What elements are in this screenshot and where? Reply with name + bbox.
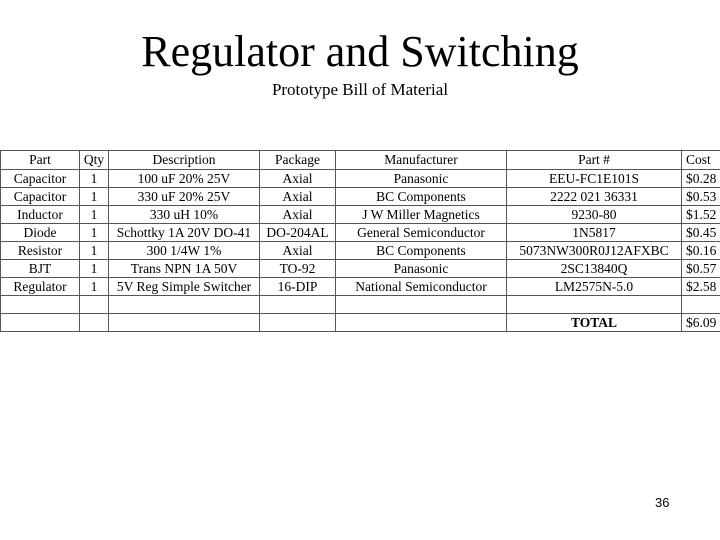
cell-part: Diode <box>1 224 80 242</box>
cell-description: 5V Reg Simple Switcher <box>109 278 260 296</box>
cell-package: TO-92 <box>260 260 336 278</box>
empty-cell <box>260 314 336 332</box>
cell-manufacturer: National Semiconductor <box>336 278 507 296</box>
cell-package: DO-204AL <box>260 224 336 242</box>
table-row <box>1 242 720 260</box>
cell-qty: 1 <box>80 278 109 296</box>
empty-cell <box>682 296 720 314</box>
header-qty: Qty <box>80 151 109 170</box>
cell-manufacturer: BC Components <box>336 188 507 206</box>
cell-part-number: 9230-80 <box>507 206 682 224</box>
cell-part-number: 1N5817 <box>507 224 682 242</box>
cell-part: Capacitor <box>1 188 80 206</box>
total-label: TOTAL <box>507 314 682 332</box>
cell-manufacturer: BC Components <box>336 242 507 260</box>
cell-qty: 1 <box>80 260 109 278</box>
header-manufacturer: Manufacturer <box>336 151 507 170</box>
cell-qty: 1 <box>80 242 109 260</box>
table-row <box>1 206 720 224</box>
table-row <box>1 260 720 278</box>
empty-cell <box>1 296 80 314</box>
cell-cost: $0.16 <box>682 242 720 260</box>
cell-description: 330 uF 20% 25V <box>109 188 260 206</box>
table-row <box>1 170 720 188</box>
table-row <box>1 278 720 296</box>
cell-part: Capacitor <box>1 170 80 188</box>
table-row-empty <box>1 296 720 314</box>
table-row <box>1 224 720 242</box>
empty-cell <box>336 314 507 332</box>
cell-manufacturer: Panasonic <box>336 170 507 188</box>
cell-qty: 1 <box>80 188 109 206</box>
cell-qty: 1 <box>80 224 109 242</box>
cell-cost: $0.28 <box>682 170 720 188</box>
empty-cell <box>80 296 109 314</box>
cell-package: 16-DIP <box>260 278 336 296</box>
cell-manufacturer: General Semiconductor <box>336 224 507 242</box>
cell-package: Axial <box>260 206 336 224</box>
empty-cell <box>260 296 336 314</box>
cell-package: Axial <box>260 188 336 206</box>
cell-part-number: 2SC13840Q <box>507 260 682 278</box>
total-cost: $6.09 <box>682 314 720 332</box>
empty-cell <box>507 296 682 314</box>
cell-part-number: 5073NW300R0J12AFXBC <box>507 242 682 260</box>
header-cost: Cost <box>682 151 720 170</box>
cell-manufacturer: J W Miller Magnetics <box>336 206 507 224</box>
header-part-number: Part # <box>507 151 682 170</box>
cell-part-number: LM2575N-5.0 <box>507 278 682 296</box>
empty-cell <box>109 314 260 332</box>
header-part: Part <box>1 151 80 170</box>
cell-cost: $0.53 <box>682 188 720 206</box>
cell-part: Inductor <box>1 206 80 224</box>
cell-cost: $0.45 <box>682 224 720 242</box>
bill-of-material-table <box>0 150 720 332</box>
table-header-row <box>1 151 720 170</box>
cell-cost: $2.58 <box>682 278 720 296</box>
cell-part-number: 2222 021 36331 <box>507 188 682 206</box>
cell-description: 330 uH 10% <box>109 206 260 224</box>
cell-cost: $1.52 <box>682 206 720 224</box>
table-row-total <box>1 314 720 332</box>
cell-description: 100 uF 20% 25V <box>109 170 260 188</box>
cell-qty: 1 <box>80 206 109 224</box>
cell-description: Trans NPN 1A 50V <box>109 260 260 278</box>
cell-package: Axial <box>260 170 336 188</box>
cell-package: Axial <box>260 242 336 260</box>
cell-description: 300 1/4W 1% <box>109 242 260 260</box>
cell-qty: 1 <box>80 170 109 188</box>
empty-cell <box>336 296 507 314</box>
empty-cell <box>109 296 260 314</box>
header-description: Description <box>109 151 260 170</box>
cell-part: Resistor <box>1 242 80 260</box>
table-row <box>1 188 720 206</box>
cell-description: Schottky 1A 20V DO-41 <box>109 224 260 242</box>
slide-title: Regulator and Switching <box>141 27 579 76</box>
slide-subtitle: Prototype Bill of Material <box>271 80 449 99</box>
cell-part-number: EEU-FC1E101S <box>507 170 682 188</box>
header-package: Package <box>260 151 336 170</box>
empty-cell <box>80 314 109 332</box>
cell-manufacturer: Panasonic <box>336 260 507 278</box>
cell-part: BJT <box>1 260 80 278</box>
cell-part: Regulator <box>1 278 80 296</box>
page-number: 36 <box>655 495 670 510</box>
empty-cell <box>1 314 80 332</box>
cell-cost: $0.57 <box>682 260 720 278</box>
